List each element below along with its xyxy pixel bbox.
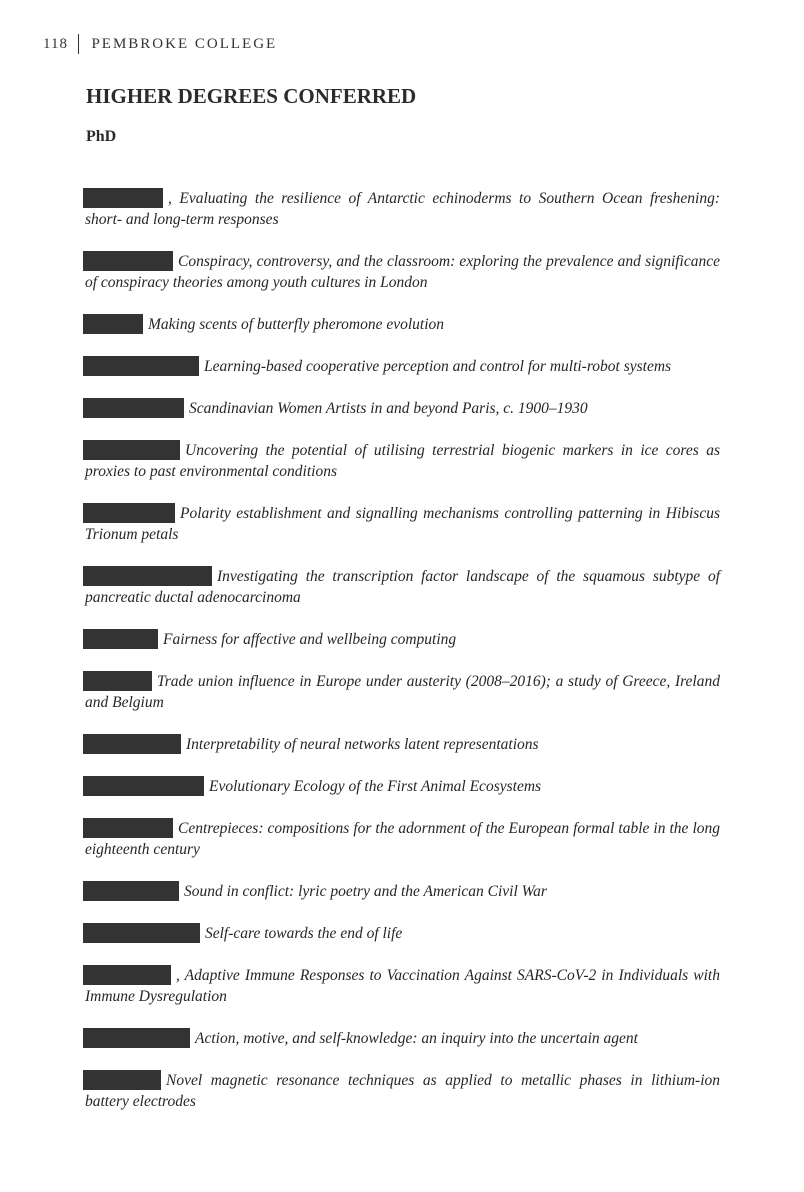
- header-divider: [78, 34, 80, 54]
- redacted-name: [83, 356, 199, 376]
- thesis-title: Investigating the transcription factor landscape of the squamous subtype of pancreatic ductal adenocarcinoma: [85, 567, 720, 606]
- degree-subtitle: PhD: [86, 128, 117, 145]
- thesis-title: Self-care towards the end of life: [205, 924, 403, 942]
- degree-entry: [85, 1070, 720, 1112]
- thesis-title: Fairness for affective and wellbeing computing: [163, 630, 457, 648]
- redacted-name: [83, 314, 143, 334]
- redacted-name: [83, 440, 180, 460]
- redacted-name: [83, 776, 204, 796]
- degree-entry: [85, 398, 720, 419]
- redacted-name: [83, 398, 184, 418]
- redacted-name: [83, 251, 173, 271]
- thesis-title: Centrepieces: compositions for the adornment of the European formal table in the long eighteenth century: [85, 819, 720, 858]
- thesis-title: Learning-based cooperative perception and control for multi-robot systems: [204, 357, 672, 375]
- redacted-name: [83, 923, 200, 943]
- redacted-name: [83, 881, 179, 901]
- redacted-name: [83, 503, 175, 523]
- degree-entry: [85, 776, 720, 797]
- thesis-title: Action, motive, and self-knowledge: an inquiry into the uncertain agent: [195, 1029, 638, 1047]
- page-number: 118: [43, 35, 68, 52]
- thesis-title: Conspiracy, controversy, and the classroom: exploring the prevalence and significance of conspiracy theories among youth cultures in London: [85, 252, 720, 291]
- thesis-title: Scandinavian Women Artists in and beyond Paris, c. 1900–1930: [189, 399, 588, 417]
- degree-entry: [85, 566, 720, 608]
- degree-entry: [85, 314, 720, 335]
- redacted-name: [83, 188, 163, 208]
- degree-entry: [85, 440, 720, 482]
- degree-entry: [85, 251, 720, 293]
- degree-entry: [85, 923, 720, 944]
- redacted-name: [83, 734, 181, 754]
- degree-entry: [85, 965, 720, 1007]
- thesis-title: Polarity establishment and signalling mechanisms controlling patterning in Hibiscus Trionum petals: [85, 504, 720, 543]
- redacted-name: [83, 629, 158, 649]
- degree-entry: [85, 188, 720, 230]
- entry-prefix: ,: [168, 189, 180, 207]
- degree-entry: [85, 671, 720, 713]
- thesis-title: Evaluating the resilience of Antarctic echinoderms to Southern Ocean freshening: short- and long-term responses: [85, 189, 721, 228]
- running-head: [43, 33, 277, 55]
- thesis-title: Trade union influence in Europe under austerity (2008–2016); a study of Greece, Ireland and Belgium: [85, 672, 720, 711]
- degree-entry: [85, 1028, 720, 1049]
- degree-entry: [85, 629, 720, 650]
- thesis-title: Uncovering the potential of utilising terrestrial biogenic markers in ice cores as proxies to past environmental conditions: [85, 441, 720, 480]
- degree-entry: [85, 818, 720, 860]
- thesis-title: Sound in conflict: lyric poetry and the American Civil War: [184, 882, 547, 900]
- thesis-title: Adaptive Immune Responses to Vaccination Against SARS-CoV-2 in Individuals with Immune Dysregulation: [85, 966, 720, 1005]
- redacted-name: [83, 671, 152, 691]
- redacted-name: [83, 1070, 161, 1090]
- thesis-title: Making scents of butterfly pheromone evolution: [148, 315, 445, 333]
- degree-entry: [85, 734, 720, 755]
- thesis-title: Evolutionary Ecology of the First Animal Ecosystems: [209, 777, 542, 795]
- thesis-title: Novel magnetic resonance techniques as applied to metallic phases in lithium-ion battery electrodes: [85, 1071, 720, 1110]
- running-title: PEMBROKE COLLEGE: [91, 35, 278, 52]
- redacted-name: [83, 965, 171, 985]
- entry-prefix: ,: [176, 966, 185, 984]
- redacted-name: [83, 818, 173, 838]
- thesis-title: Interpretability of neural networks latent representations: [186, 735, 539, 753]
- redacted-name: [83, 566, 212, 586]
- section-title: HIGHER DEGREES CONFERRED: [86, 84, 417, 108]
- degree-entry: [85, 356, 720, 377]
- redacted-name: [83, 1028, 190, 1048]
- degree-entry: [85, 881, 720, 902]
- degree-entry: [85, 503, 720, 545]
